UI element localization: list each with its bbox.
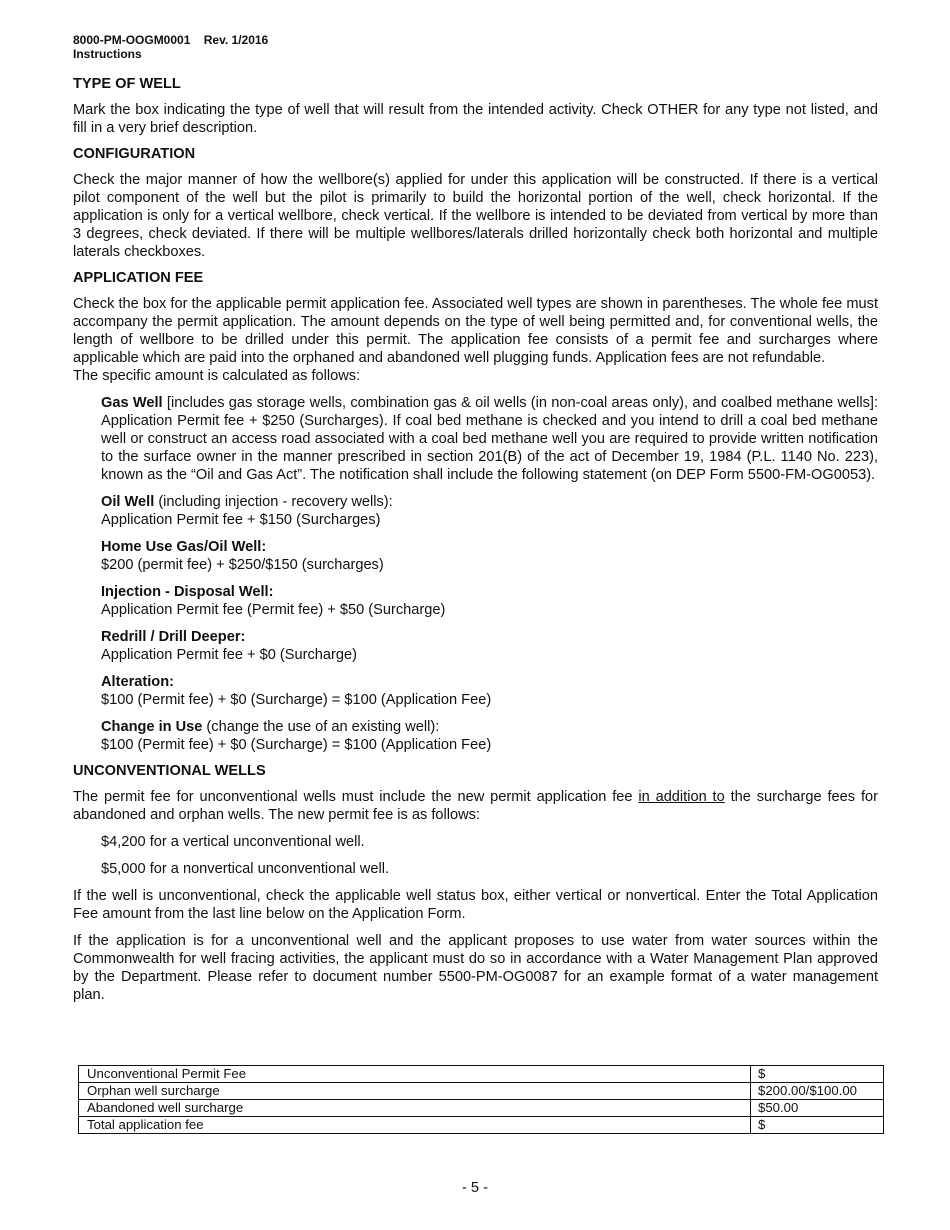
configuration-body: Check the major manner of how the wellbore(s) applied for under this application will be constructed. If there is a vertical pilot component of the well but the pilot is primarily to build the horizontal portion of the well, check horizontal. If the application is only for a vertical wellbore, check vertical. If the wellbore is intended to be deviated from vertical by more than 3 degrees, check deviated. If there will be multiple wellbores/laterals drilled horizontally check both horizontal and multiple laterals checkboxes. xyxy=(73,172,878,260)
type-of-well-body: Mark the box indicating the type of well that will result from the intended activity. Check OTHER for any type not listed, and fill in a very brief description. xyxy=(73,102,878,136)
home-use-title: Home Use Gas/Oil Well: xyxy=(101,539,267,555)
fee-value: $50.00 xyxy=(751,1100,884,1117)
intro-text-b: the surcharge fees for abandoned and orphan wells. The new permit fee is as follows: xyxy=(73,789,878,823)
fee-value: $200.00/$100.00 xyxy=(751,1083,884,1100)
doc-type: Instructions xyxy=(73,47,142,61)
unconventional-para3: If the application is for a unconventional well and the applicant proposes to use water from water sources within the Commonwealth for well fracing activities, the applicant must do so in accordance with a Water Management Plan approved by the Department. Please refer to document number 5500-PM-OG0087 for an example format of a water management plan. xyxy=(73,933,878,1003)
oil-well-title: Oil Well xyxy=(101,494,155,510)
application-fee-body: Check the box for the applicable permit application fee. Associated well types are shown in parentheses. The whole fee must accompany the permit application. The amount depends on the type of well being permitted and, for conventional wells, the length of wellbore to be drilled under this permit. The application fee consists of a permit fee and surcharges where applicable which are paid into the orphaned and abandoned well plugging funds. Application fees are not refundable. xyxy=(73,296,878,366)
calc-intro: The specific amount is calculated as follows: xyxy=(73,368,361,384)
gas-well-body: [includes gas storage wells, combination gas & oil wells (in non-coal areas only), and coalbed methane wells]: Application Permit fee + $250 (Surcharges). If coal bed methane is checked and you intend to drill a coal bed methane well or construct an access road associated with a coal bed methane well you are required to provide written notification to the surface owner in the manner prescribed in section 201(B) of the act of December 19, 1984 (P.L. 1140 No. 223), known as the “Oil and Gas Act”. The notification shall include the following statement (on DEP Form 5500-FM-OG0053). xyxy=(101,395,878,483)
home-use-line: $200 (permit fee) + $250/$150 (surcharges) xyxy=(101,557,384,573)
table-row xyxy=(79,1117,884,1134)
fee-label: Abandoned well surcharge xyxy=(79,1100,751,1117)
form-revision: Rev. 1/2016 xyxy=(203,33,269,47)
table-row xyxy=(79,1066,884,1083)
configuration-heading: CONFIGURATION xyxy=(73,146,196,162)
unconventional-heading: UNCONVENTIONAL WELLS xyxy=(73,763,266,779)
fee-label: Orphan well surcharge xyxy=(79,1083,751,1100)
redrill-entry xyxy=(101,628,878,664)
fee-table xyxy=(78,1065,884,1134)
oil-well-entry xyxy=(101,493,878,529)
change-use-qualifier: (change the use of an existing well): xyxy=(202,719,440,735)
home-use-entry xyxy=(101,538,878,574)
redrill-title: Redrill / Drill Deeper: xyxy=(101,629,246,645)
fee-label: Total application fee xyxy=(79,1117,751,1134)
document-page xyxy=(73,33,878,1004)
injection-line: Application Permit fee (Permit fee) + $50 (Surcharge) xyxy=(101,602,446,618)
alteration-line: $100 (Permit fee) + $0 (Surcharge) = $100 (Application Fee) xyxy=(101,692,492,708)
oil-well-line: Application Permit fee + $150 (Surcharges) xyxy=(101,512,381,528)
vertical-fee: $4,200 for a vertical unconventional well. xyxy=(101,834,365,850)
injection-entry xyxy=(101,583,878,619)
unconventional-para2: If the well is unconventional, check the applicable well status box, either vertical or nonvertical. Enter the Total Application Fee amount from the last line below on the Application Form. xyxy=(73,888,878,922)
table-row xyxy=(79,1083,884,1100)
gas-well-entry xyxy=(101,394,878,484)
change-use-entry xyxy=(101,718,878,754)
redrill-line: Application Permit fee + $0 (Surcharge) xyxy=(101,647,357,663)
oil-well-qualifier: (including injection - recovery wells): xyxy=(154,494,393,510)
application-fee-heading: APPLICATION FEE xyxy=(73,270,204,286)
alteration-title: Alteration: xyxy=(101,674,174,690)
intro-text-a: The permit fee for unconventional wells must include the new permit application fee xyxy=(73,789,639,805)
alteration-entry xyxy=(101,673,878,709)
page-number: - 5 - xyxy=(462,1180,488,1196)
form-id: 8000-PM-OOGM0001 xyxy=(73,33,191,47)
fee-value: $ xyxy=(751,1066,884,1083)
unconventional-intro xyxy=(73,788,878,824)
form-header xyxy=(73,33,878,61)
fee-label: Unconventional Permit Fee xyxy=(79,1066,751,1083)
gas-well-title: Gas Well xyxy=(101,395,163,411)
intro-underlined: in addition to xyxy=(638,789,725,805)
injection-title: Injection - Disposal Well: xyxy=(101,584,274,600)
type-of-well-heading: TYPE OF WELL xyxy=(73,76,181,92)
change-use-title: Change in Use xyxy=(101,719,203,735)
nonvertical-fee: $5,000 for a nonvertical unconventional well. xyxy=(101,861,390,877)
table-row xyxy=(79,1100,884,1117)
change-use-line: $100 (Permit fee) + $0 (Surcharge) = $100 (Application Fee) xyxy=(101,737,492,753)
fee-value: $ xyxy=(751,1117,884,1134)
